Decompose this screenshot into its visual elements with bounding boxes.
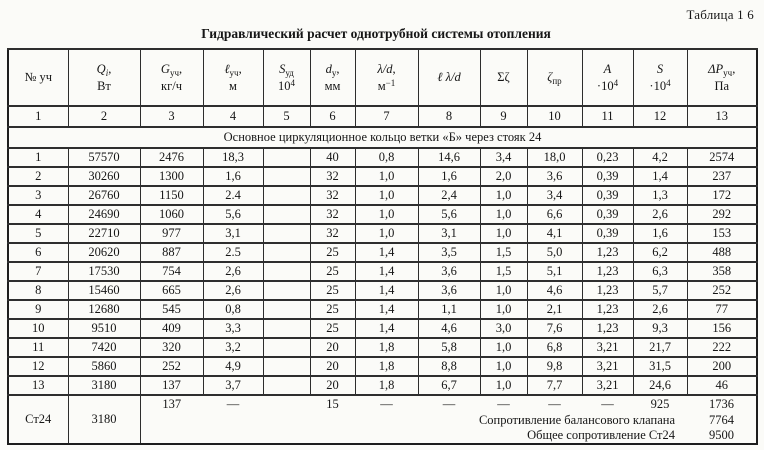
table-cell: 24,6 [633,376,687,395]
header-text-segment: 4 [666,77,671,88]
column-number-cell: 12 [633,106,687,127]
header-text-segment: , [392,62,396,77]
table-cell: 2,6 [633,300,687,319]
table-row [8,148,757,167]
table-cell: 6,3 [633,262,687,281]
table-cell: 409 [140,319,203,338]
table-cell: 32 [310,186,355,205]
table-cell: 3,21 [582,338,633,357]
table-cell: 1,5 [480,243,527,262]
table-cell: 5,0 [527,243,582,262]
table-cell: 31,5 [633,357,687,376]
table-cell: 9 [8,300,68,319]
table-cell: 6,2 [633,243,687,262]
table-cell: 1,8 [355,376,418,395]
table-cell [263,338,310,357]
table-cell: 4 [8,205,68,224]
column-number-cell: 13 [687,106,757,127]
header-text-segment: уд [285,68,294,79]
table-cell: 0,8 [203,300,263,319]
header-line [205,61,262,77]
table-cell: 25 [310,262,355,281]
table-cell: 7,6 [527,319,582,338]
header-text-segment: № уч [24,70,53,85]
table-cell: 1,4 [633,167,687,186]
table-cell: 1,23 [582,262,633,281]
column-header [418,49,480,106]
table-cell: 1,0 [480,224,527,243]
table-cell: 6,6 [527,205,582,224]
table-cell: 32 [310,224,355,243]
table-row [8,376,757,395]
summary-value-cell: — [548,397,561,411]
column-number-cell: 3 [140,106,203,127]
header-text-segment: Па [714,78,730,93]
table-cell: 20 [310,357,355,376]
table-cell: 887 [140,243,203,262]
table-cell: 153 [687,224,757,243]
table-cell: 2,0 [480,167,527,186]
table-cell: 3 [8,186,68,205]
table-cell: 1,23 [582,319,633,338]
header-line [142,78,202,94]
table-cell: 10 [8,319,68,338]
header-text-segment: пр [552,76,562,87]
table-cell: 18,3 [203,148,263,167]
header-line [357,78,417,94]
table-cell: 3,5 [418,243,480,262]
header-line [70,78,139,94]
table-cell: 3,3 [203,319,263,338]
summary-value-cell: — [442,397,456,411]
table-cell: 24690 [68,205,140,224]
table-cell: 1,4 [355,319,418,338]
column-header [8,49,68,106]
table-cell: 4,6 [418,319,480,338]
table-cell: 2,6 [203,281,263,300]
header-line [205,78,262,94]
table-cell: 5860 [68,357,140,376]
table-cell: 30260 [68,167,140,186]
table-cell: 488 [687,243,757,262]
table-cell: 5,1 [527,262,582,281]
table-cell: 5,7 [633,281,687,300]
table-cell [263,357,310,376]
column-header [68,49,140,106]
header-text-segment: S [656,62,664,77]
table-cell: 320 [140,338,203,357]
header-line [584,61,632,77]
table-cell [263,224,310,243]
table-cell: 21,7 [633,338,687,357]
header-line [265,78,309,94]
header-line [265,61,309,77]
column-header [355,49,418,106]
summary-row [8,395,757,413]
table-cell: 1,4 [355,300,418,319]
summary-value-cell: 1736 [709,397,734,411]
column-header [687,49,757,106]
table-cell: 252 [140,357,203,376]
balance-valve-value-cell: 7764 [709,413,734,427]
table-row [8,262,757,281]
table-row [8,205,757,224]
table-cell: 1,0 [480,376,527,395]
header-line [312,61,354,77]
table-cell: 1,0 [480,205,527,224]
table-cell: 1,4 [355,262,418,281]
column-header [633,49,687,106]
header-text-segment: Σζ [497,70,510,85]
table-cell: 3,4 [480,148,527,167]
table-body [8,49,757,444]
table-cell [263,243,310,262]
table-cell: 1,8 [355,338,418,357]
table-cell: 172 [687,186,757,205]
table-cell: 7,7 [527,376,582,395]
column-number-cell: 7 [355,106,418,127]
document-title: Гидравлический расчет однотрубной системы отопления [201,26,551,41]
table-cell: 5,6 [418,205,480,224]
table-cell: 20 [310,376,355,395]
table-cell: 4,1 [527,224,582,243]
table-cell: 11 [8,338,68,357]
header-text-segment: уч [723,68,733,79]
header-text-segment: i [105,68,109,79]
header-line [10,69,67,85]
summary-value-cell: 925 [650,397,670,411]
table-cell: 3,1 [203,224,263,243]
header-text-segment: , [732,62,736,77]
table-row [8,281,757,300]
table-row [8,224,757,243]
table-cell: 7 [8,262,68,281]
table-cell: 13 [8,376,68,395]
table-cell: 2,4 [418,186,480,205]
column-header [140,49,203,106]
table-cell: 1,23 [582,243,633,262]
section-header-cell: Основное циркуляционное кольцо ветки «Б» через стояк 24 [8,127,757,148]
table-cell: 2.5 [203,243,263,262]
table-cell: 977 [140,224,203,243]
hydraulic-calculation-table [7,48,758,445]
header-text-segment: −1 [385,77,396,88]
header-text-segment: d [325,62,332,77]
header-text-segment: , [336,62,340,77]
column-number-cell: 8 [418,106,480,127]
table-cell: 17530 [68,262,140,281]
header-text-segment: 4 [290,77,295,88]
column-number-cell: 5 [263,106,310,127]
header-line [482,69,526,85]
table-row [8,300,757,319]
column-number-cell: 6 [310,106,355,127]
table-cell: 4,2 [633,148,687,167]
table-cell: 32 [310,167,355,186]
table-cell: 8 [8,281,68,300]
summary-value-cell: 15 [326,397,339,411]
table-cell: 252 [687,281,757,300]
header-text-segment: у [331,68,337,79]
table-row [8,186,757,205]
column-header [480,49,527,106]
table-row [8,357,757,376]
column-header [527,49,582,106]
table-cell: 3180 [68,376,140,395]
header-text-segment: A [603,62,612,77]
table-cell: 0,8 [355,148,418,167]
table-cell: 26760 [68,186,140,205]
table-cell: 1,4 [355,281,418,300]
header-line [529,69,581,85]
summary-value-cell: 137 [162,397,182,411]
table-cell: 12 [8,357,68,376]
table-cell: 25 [310,300,355,319]
table-cell [263,262,310,281]
table-row [8,319,757,338]
summary-value-cell: — [380,397,393,411]
table-cell [263,319,310,338]
table-cell: 0,39 [582,186,633,205]
table-cell: 1060 [140,205,203,224]
table-cell: 358 [687,262,757,281]
column-number-cell: 10 [527,106,582,127]
table-cell: 2.4 [203,186,263,205]
table-cell: 4,9 [203,357,263,376]
table-cell: 1,0 [355,167,418,186]
table-cell: 1,4 [355,243,418,262]
table-row [8,243,757,262]
table-cell: 1150 [140,186,203,205]
table-cell: 2476 [140,148,203,167]
table-cell: 1,8 [355,357,418,376]
header-text-segment: Вт [97,78,111,93]
table-cell [263,186,310,205]
table-cell: 200 [687,357,757,376]
table-cell: 20 [310,338,355,357]
table-cell: 1,0 [480,357,527,376]
table-cell: 15460 [68,281,140,300]
table-cell [263,300,310,319]
table-cell: 4,6 [527,281,582,300]
table-cell [263,281,310,300]
table-cell: 6,8 [527,338,582,357]
table-cell: 14,6 [418,148,480,167]
table-cell: 6,7 [418,376,480,395]
table-cell: 545 [140,300,203,319]
table-cell: 137 [140,376,203,395]
header-text-segment: G [160,62,170,77]
table-cell: 1,23 [582,300,633,319]
table-cell: 32 [310,205,355,224]
table-cell: 1,1 [418,300,480,319]
table-cell: 20620 [68,243,140,262]
header-text-segment: , [108,62,112,77]
table-cell: 0,39 [582,167,633,186]
table-cell: 9,8 [527,357,582,376]
section-header-row [8,127,757,148]
column-number-cell: 1 [8,106,68,127]
table-cell: 5,6 [203,205,263,224]
table-cell: 1,0 [355,205,418,224]
table-cell: 1,0 [355,224,418,243]
table-cell: 6 [8,243,68,262]
header-line [312,78,354,94]
header-text-segment: λ/d [377,62,393,77]
table-cell: 1,0 [480,338,527,357]
header-text-segment: м [229,78,237,93]
header-line [689,78,756,94]
table-cell: 0,39 [582,205,633,224]
table-cell: 57570 [68,148,140,167]
header-text-segment: ·10 [649,78,667,93]
table-cell: 3,2 [203,338,263,357]
summary-value-cell [263,395,310,413]
header-line [420,69,479,85]
table-cell: 25 [310,243,355,262]
summary-value-cell: — [601,397,614,411]
table-cell: 1,0 [480,300,527,319]
table-cell: 1,6 [203,167,263,186]
header-line [70,61,139,77]
table-cell: 9,3 [633,319,687,338]
table-cell: 2,6 [203,262,263,281]
column-number-cell: 2 [68,106,140,127]
header-text-segment: м [377,78,386,93]
header-text-segment: мм [324,78,341,93]
header-line [584,78,632,94]
column-header [310,49,355,106]
header-text-segment: 10 [278,78,291,93]
table-cell: 1,0 [480,281,527,300]
header-line [142,61,202,77]
table-cell [263,148,310,167]
table-cell: 7420 [68,338,140,357]
header-text-segment: , [178,62,183,77]
header-text-segment: 4 [613,77,619,88]
header-text-segment: ·10 [596,78,614,93]
table-cell: 12680 [68,300,140,319]
total-resistance-value-cell: 9500 [709,428,734,442]
table-cell: 1,23 [582,281,633,300]
header-text-segment: уч [229,68,239,79]
table-cell: 5 [8,224,68,243]
table-cell: 22710 [68,224,140,243]
table-cell: 0,23 [582,148,633,167]
column-number-cell: 9 [480,106,527,127]
table-cell: 46 [687,376,757,395]
column-number-cell: 11 [582,106,633,127]
table-cell: 3,6 [527,167,582,186]
header-line [689,61,756,77]
table-cell: 0,39 [582,224,633,243]
table-cell: 2,6 [633,205,687,224]
table-number-label: Таблица 1 6 [686,7,754,22]
summary-value-cell: — [226,397,240,411]
table-cell: 754 [140,262,203,281]
table-cell: 665 [140,281,203,300]
column-header [263,49,310,106]
stack-label-cell: Ст24 [8,395,68,444]
table-cell: 1300 [140,167,203,186]
table-cell: 3,21 [582,357,633,376]
table-row [8,338,757,357]
header-line [635,61,686,77]
header-text-segment: ℓ [224,62,230,77]
table-cell: 40 [310,148,355,167]
table-cell: 3,6 [418,281,480,300]
header-line [635,78,686,94]
table-cell: 18,0 [527,148,582,167]
balance-valve-label-cell: Сопротивление балансового клапана [478,413,675,427]
table-cell [263,167,310,186]
table-cell: 8,8 [418,357,480,376]
table-cell: 1,0 [480,186,527,205]
column-numbers-row [8,106,757,127]
table-row [8,167,757,186]
table-cell: 25 [310,281,355,300]
column-header [203,49,263,106]
table-cell: 222 [687,338,757,357]
stack-q-cell: 3180 [68,395,140,444]
table-cell: 3,4 [527,186,582,205]
table-cell: 156 [687,319,757,338]
header-line [357,61,417,77]
table-cell [263,376,310,395]
table-cell: 292 [687,205,757,224]
table-cell: 1,6 [418,167,480,186]
table-cell: 2,1 [527,300,582,319]
summary-value-cell: — [497,397,510,411]
table-cell: 1,3 [633,186,687,205]
header-text-segment: уч [169,68,179,79]
table-cell [263,205,310,224]
header-text-segment: ΔP [708,62,724,77]
table-cell: 3,1 [418,224,480,243]
table-cell: 2574 [687,148,757,167]
table-cell: 2 [8,167,68,186]
table-cell: 1,6 [633,224,687,243]
header-text-segment: , [238,62,242,77]
table-cell: 3,21 [582,376,633,395]
header-row [8,49,757,106]
header-text-segment: Q [96,62,106,77]
table-cell: 5,8 [418,338,480,357]
table-cell: 25 [310,319,355,338]
table-cell: 77 [687,300,757,319]
header-text-segment: ℓ λ/d [437,70,461,85]
table-cell: 1,5 [480,262,527,281]
table-cell: 1,0 [355,186,418,205]
header-text-segment: S [279,62,286,77]
table-cell: 9510 [68,319,140,338]
table-cell: 1 [8,148,68,167]
table-cell: 3,7 [203,376,263,395]
table-cell: 237 [687,167,757,186]
header-text-segment: кг/ч [161,78,182,93]
column-header [582,49,633,106]
total-resistance-label-cell: Общее сопротивление Ст24 [527,428,675,442]
table-cell: 3,0 [480,319,527,338]
column-number-cell: 4 [203,106,263,127]
header-text-segment: ζ [547,70,553,85]
table-cell: 3,6 [418,262,480,281]
